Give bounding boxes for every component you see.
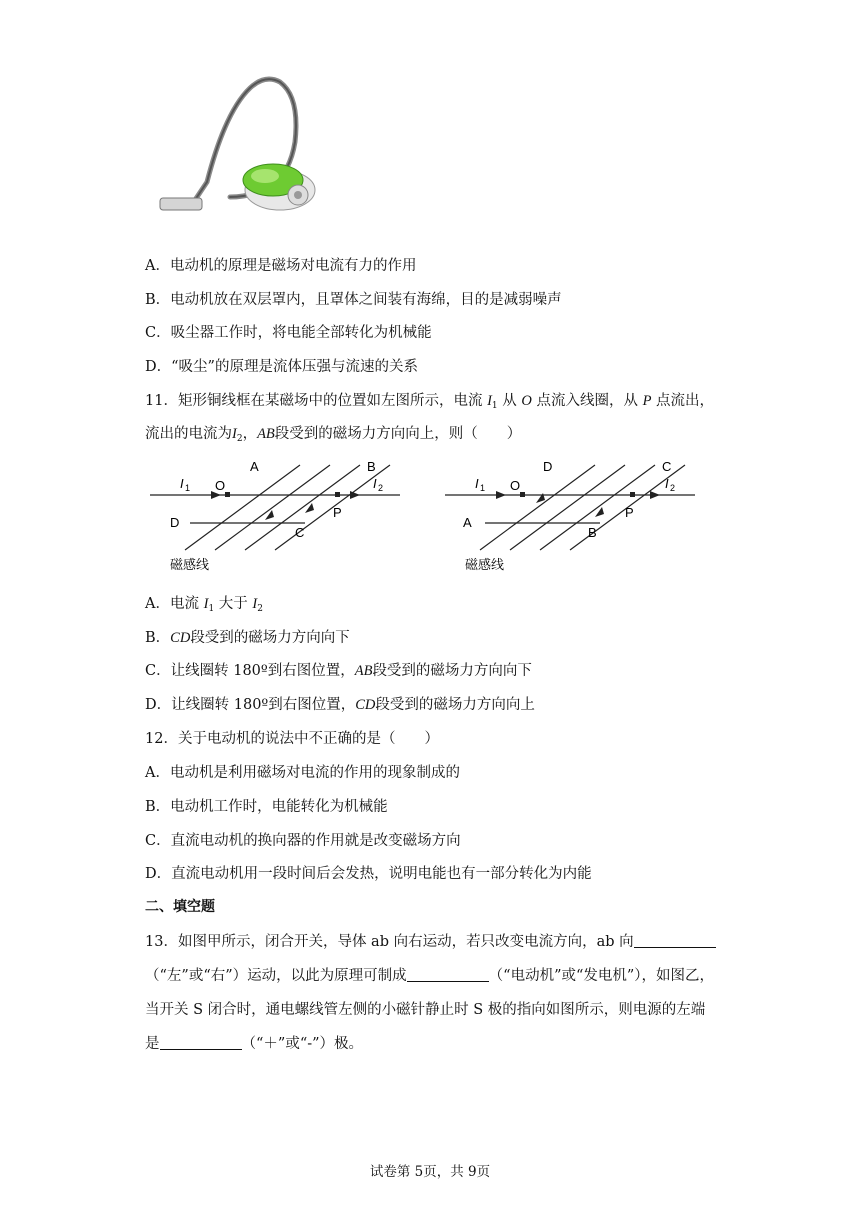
right-label-P: P [625,505,634,520]
q10-option-d: D．“吸尘”的原理是流体压强与流速的关系 [145,359,418,375]
left-caption: 磁感线 [170,557,210,572]
q13-line2: （“左”或“右”）运动，以此为原理可制成 （“电动机”或“发电机”），如图乙， [145,968,715,984]
q11-option-a: A．电流 $I_1$ 大于 $I_2$ [145,596,263,614]
q11-stem-line2: 流出的电流为$I_2$，AB段受到的磁场力方向向上，则（ ） [145,426,522,444]
right-label-A: A [463,515,472,530]
answer-blank-1[interactable] [634,933,716,948]
left-label-D: D [170,515,180,530]
right-label-I2-sub: 2 [670,483,676,493]
section-title: 二、填空题 [145,899,215,915]
q10-option-b: B．电动机放在双层罩内，且罩体之间装有海绵，目的是减弱噪声 [145,292,562,308]
q11-option-b: B．CD段受到的磁场力方向向下 [145,630,350,646]
q12-option-c: C．直流电动机的换向器的作用就是改变磁场方向 [145,833,461,849]
q11-right-figure [440,455,700,580]
vacuum-cleaner-icon [155,72,325,217]
left-label-I2-sub: 2 [378,483,384,493]
right-label-O: O [510,478,521,493]
left-label-O: O [215,478,226,493]
left-label-A: A [250,459,259,474]
q10-option-c: C．吸尘器工作时，将电能全部转化为机械能 [145,325,432,341]
q11-stem-line1: 11．矩形铜线框在某磁场中的位置如左图所示，电流 $I_1$ 从 O 点流入线圈，从 P 点流出， [145,393,715,411]
answer-blank-2[interactable] [407,967,489,982]
right-label-I2: I [665,476,669,491]
right-label-C: C [662,459,672,474]
right-label-I1: I [475,476,479,491]
q12-option-a: A．电动机是利用磁场对电流的作用的现象制成的 [145,765,460,781]
q11-left-figure [145,455,405,580]
left-label-I2: I [373,476,377,491]
left-label-P: P [333,505,342,520]
left-label-B: B [367,459,376,474]
answer-blank-3[interactable] [160,1035,242,1050]
q12-option-b: B．电动机工作时，电能转化为机械能 [145,799,388,815]
right-label-D: D [543,459,553,474]
q11-option-c: C．让线圈转 180º到右图位置，AB段受到的磁场力方向向下 [145,663,532,679]
q13-line1: 13．如图甲所示，闭合开关，导体 ab 向右运动，若只改变电流方向，ab 向 [145,930,716,951]
q13-line4: 是 （“＋”或“-”）极。 [145,1036,364,1052]
q10-option-a: A．电动机的原理是磁场对电流有力的作用 [145,258,417,274]
right-caption: 磁感线 [465,557,505,572]
right-label-B: B [588,525,597,540]
q12-stem: 12．关于电动机的说法中不正确的是（ ） [145,731,439,747]
left-label-I1: I [180,476,184,491]
q12-option-d: D．直流电动机用一段时间后会发热，说明电能也有一部分转化为内能 [145,866,592,882]
page-footer: 试卷第 5页，共 9页 [369,1164,491,1180]
right-label-I1-sub: 1 [480,483,486,493]
q13-line3: 当开关 S 闭合时，通电螺线管左侧的小磁针静止时 S 极的指向如图所示，则电源的左端 [145,1002,706,1018]
q11-option-d: D．让线圈转 180º到右图位置，CD段受到的磁场力方向向上 [145,697,535,713]
left-label-C: C [295,525,305,540]
left-label-I1-sub: 1 [185,483,191,493]
